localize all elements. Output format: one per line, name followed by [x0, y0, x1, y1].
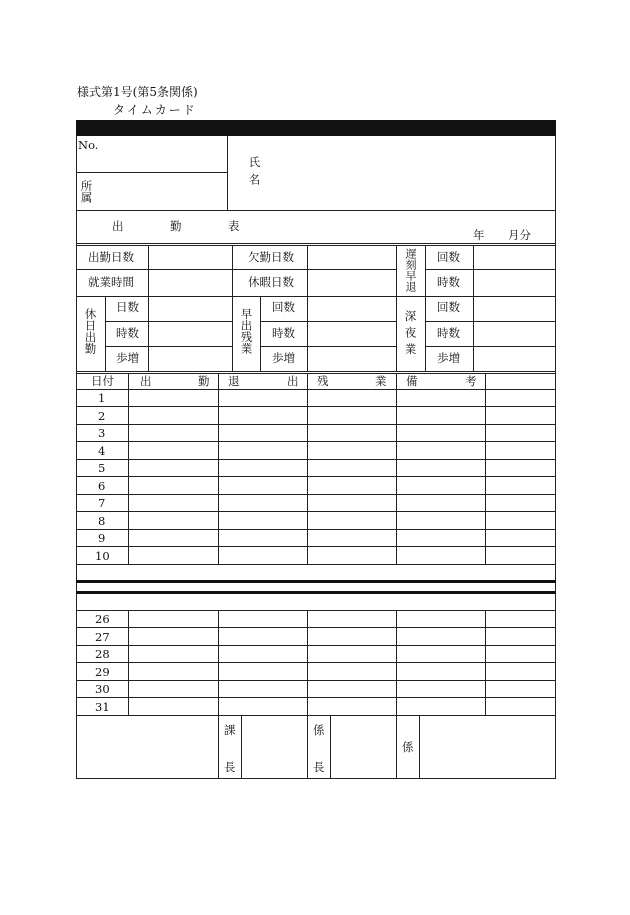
col-taishutsu-2: 出 — [287, 374, 299, 388]
buzou-label-3: 歩増 — [437, 351, 460, 365]
header-band — [76, 120, 556, 136]
shinya-gyo-label: 深夜業 — [403, 310, 418, 360]
title-char-1: 出 — [112, 219, 124, 233]
day-30: 30 — [95, 682, 110, 696]
kyujitsu-shukkin-label: 休日出勤 — [83, 308, 98, 354]
nissu-label: 日数 — [116, 300, 139, 314]
day-10: 10 — [95, 549, 110, 563]
col-biko-1: 備 — [406, 374, 418, 388]
break-line-bottom — [76, 591, 556, 594]
jisu-label-1: 時数 — [437, 275, 460, 289]
kakaricho-char-1: 係 — [313, 723, 325, 737]
jisu-label-3: 時数 — [272, 326, 295, 340]
col-biko-2: 考 — [465, 374, 477, 388]
day-28: 28 — [95, 647, 110, 661]
col-shukkin-2: 勤 — [198, 374, 210, 388]
no-label: No. — [78, 138, 99, 152]
col-zangyo-1: 残 — [317, 374, 329, 388]
jisu-label-2: 時数 — [116, 326, 139, 340]
day-8: 8 — [98, 514, 106, 528]
kacho-char-1: 課 — [224, 723, 236, 737]
title-char-2: 勤 — [170, 219, 182, 233]
col-zangyo-2: 業 — [375, 374, 387, 388]
chikoku-soutai-label: 遅刻早退 — [404, 248, 417, 292]
buzou-label-2: 歩増 — [272, 351, 295, 365]
kakari-label: 係 — [402, 740, 414, 754]
year-label: 年 — [473, 228, 485, 242]
col-hizuke: 日付 — [91, 374, 114, 388]
kekkin-nissu-label: 欠勤日数 — [248, 250, 294, 264]
shukkin-nissu-label: 出勤日数 — [88, 250, 134, 264]
day-7: 7 — [98, 496, 106, 510]
day-1: 1 — [98, 391, 106, 405]
shugyo-jikan-label: 就業時間 — [88, 275, 134, 289]
day-26: 26 — [95, 612, 110, 626]
day-27: 27 — [95, 630, 110, 644]
day-5: 5 — [98, 461, 106, 475]
break-line-top — [76, 580, 556, 583]
shozoku-label: 所属 — [79, 180, 94, 203]
jisu-label-4: 時数 — [437, 326, 460, 340]
title-char-3: 表 — [228, 219, 240, 233]
day-31: 31 — [95, 700, 110, 714]
day-29: 29 — [95, 665, 110, 679]
day-2: 2 — [98, 409, 106, 423]
day-4: 4 — [98, 444, 106, 458]
kacho-char-2: 長 — [224, 760, 236, 774]
day-3: 3 — [98, 426, 106, 440]
kyuka-nissu-label: 休暇日数 — [248, 275, 294, 289]
kaisu-label-2: 回数 — [272, 300, 295, 314]
kaisu-label-1: 回数 — [437, 250, 460, 264]
form-title: タイムカード — [113, 103, 197, 117]
day-9: 9 — [98, 531, 106, 545]
col-taishutsu-1: 退 — [228, 374, 240, 388]
hayade-zangyo-label: 早出残業 — [239, 308, 254, 354]
day-6: 6 — [98, 479, 106, 493]
buzou-label-1: 歩増 — [116, 351, 139, 365]
kaisu-label-3: 回数 — [437, 300, 460, 314]
month-label: 月分 — [508, 228, 531, 242]
form-number: 様式第1号(第5条関係) — [77, 85, 198, 99]
kakaricho-char-2: 長 — [313, 760, 325, 774]
name-label: 氏名 — [247, 156, 262, 191]
col-shukkin-1: 出 — [140, 374, 152, 388]
